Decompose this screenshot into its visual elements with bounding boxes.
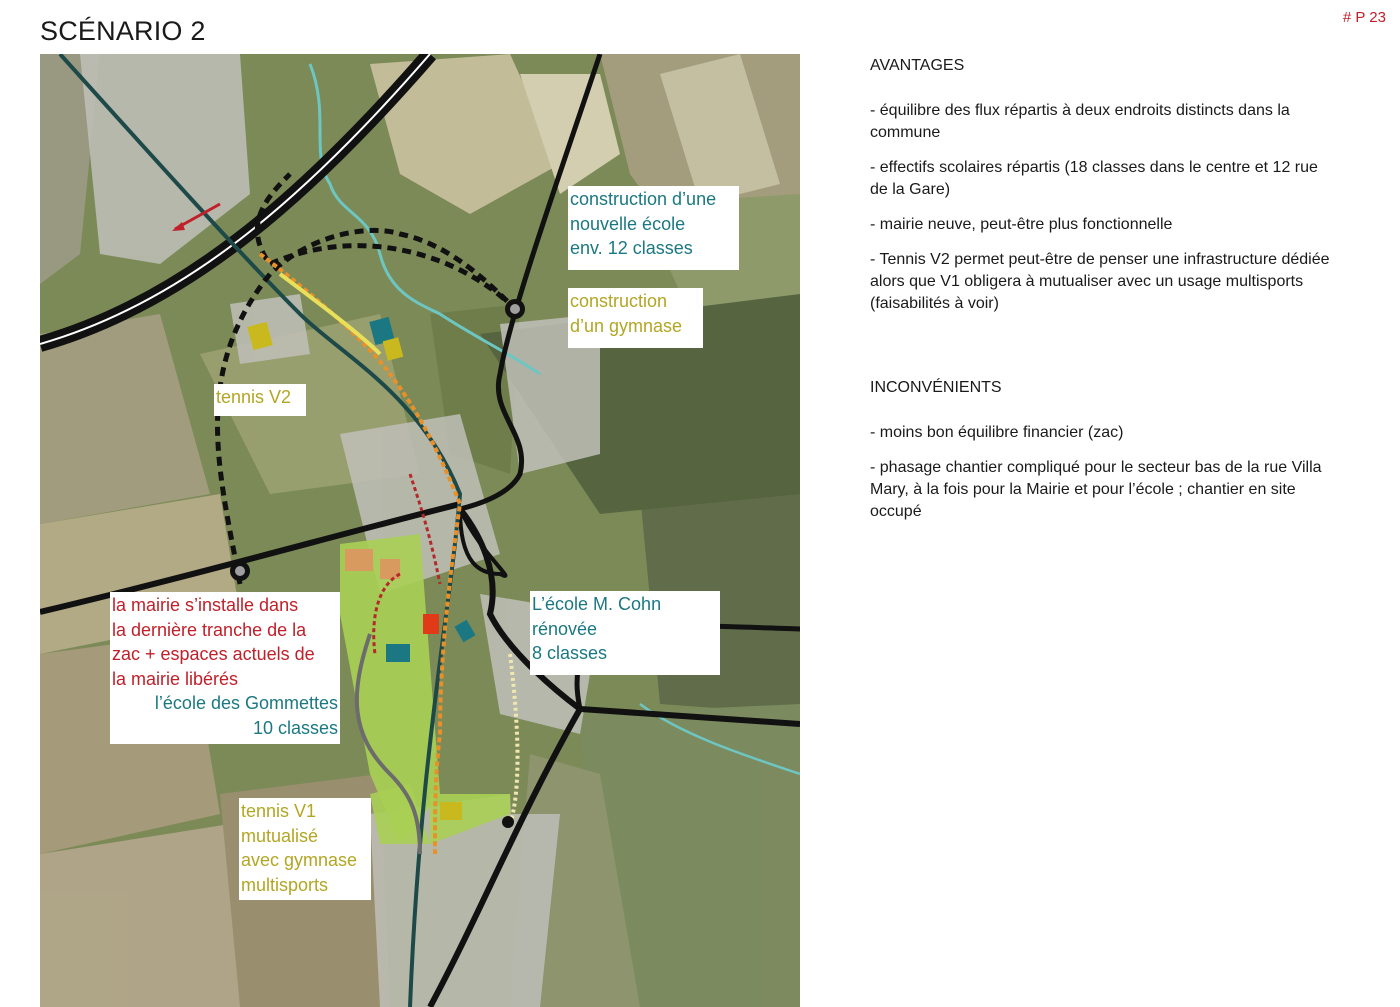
label-line: env. 12 classes [570, 238, 693, 258]
label-mairie [110, 592, 340, 744]
analysis-panel [870, 55, 1330, 536]
disadvantage-item: - phasage chantier compliqué pour le secteur bas de la rue Villa Mary, à la fois pour la Mairie et pour l’école ; chantier en site occupé [870, 459, 1322, 520]
advantages-heading: AVANTAGES [870, 57, 965, 74]
label-line: tennis V2 [216, 387, 292, 407]
roundabout-marker [510, 304, 520, 314]
advantage-item: - mairie neuve, peut-être plus fonctionnelle [870, 216, 1173, 233]
page-number: # P 23 [1342, 9, 1386, 26]
label-cohn [530, 591, 720, 675]
building-sports-1 [345, 549, 373, 571]
label-line: nouvelle école [570, 213, 686, 234]
disadvantages-list [870, 422, 1330, 523]
label-line: tennis V1 [241, 801, 317, 821]
label-line: 10 classes [252, 717, 338, 738]
advantages-list [870, 100, 1330, 315]
label-line: avec gymnase [241, 850, 358, 870]
advantage-item: - Tennis V2 permet peut-être de penser une infrastructure dédiée alors que V1 obligera à mutualiser avec un usage multisports (faisabilités à voir) [870, 251, 1330, 312]
label-line: la dernière tranche de la [112, 619, 307, 640]
label-line: la mairie libérés [112, 668, 239, 689]
label-line: construction d’une [570, 189, 717, 209]
advantage-item: - effectifs scolaires répartis (18 classes dans le centre et 12 rue de la Gare) [870, 159, 1318, 198]
aerial-map[interactable] [40, 54, 800, 1007]
label-line: zac + espaces actuels de [112, 644, 315, 664]
label-line: d’un gymnase [570, 315, 683, 336]
advantage-item: - équilibre des flux répartis à deux endroits distincts dans la commune [870, 102, 1290, 141]
disadvantages-heading: INCONVÉNIENTS [870, 379, 1002, 396]
label-line: L’école M. Cohn [532, 594, 662, 614]
label-line: 8 classes [532, 643, 608, 663]
label-line: mutualisé [241, 825, 319, 846]
roundabout-marker [235, 566, 245, 576]
label-tennis-v1 [239, 798, 371, 900]
label-tennis-v2 [214, 384, 306, 416]
building-tennis-v1 [440, 802, 462, 820]
label-new-school [568, 186, 739, 270]
label-gymnasium [568, 288, 703, 348]
label-line: rénovée [532, 618, 598, 639]
label-line: construction [570, 291, 668, 311]
building-gommettes [386, 644, 410, 662]
building-mairie [423, 614, 439, 634]
roundabout-marker [502, 816, 514, 828]
label-line: la mairie s’installe dans [112, 595, 299, 615]
label-line: multisports [241, 874, 329, 895]
label-line: l’école des Gommettes [154, 693, 338, 713]
disadvantage-item: - moins bon équilibre financier (zac) [870, 424, 1124, 441]
page-title: SCÉNARIO 2 [40, 16, 206, 46]
label-gommettes [112, 691, 338, 740]
